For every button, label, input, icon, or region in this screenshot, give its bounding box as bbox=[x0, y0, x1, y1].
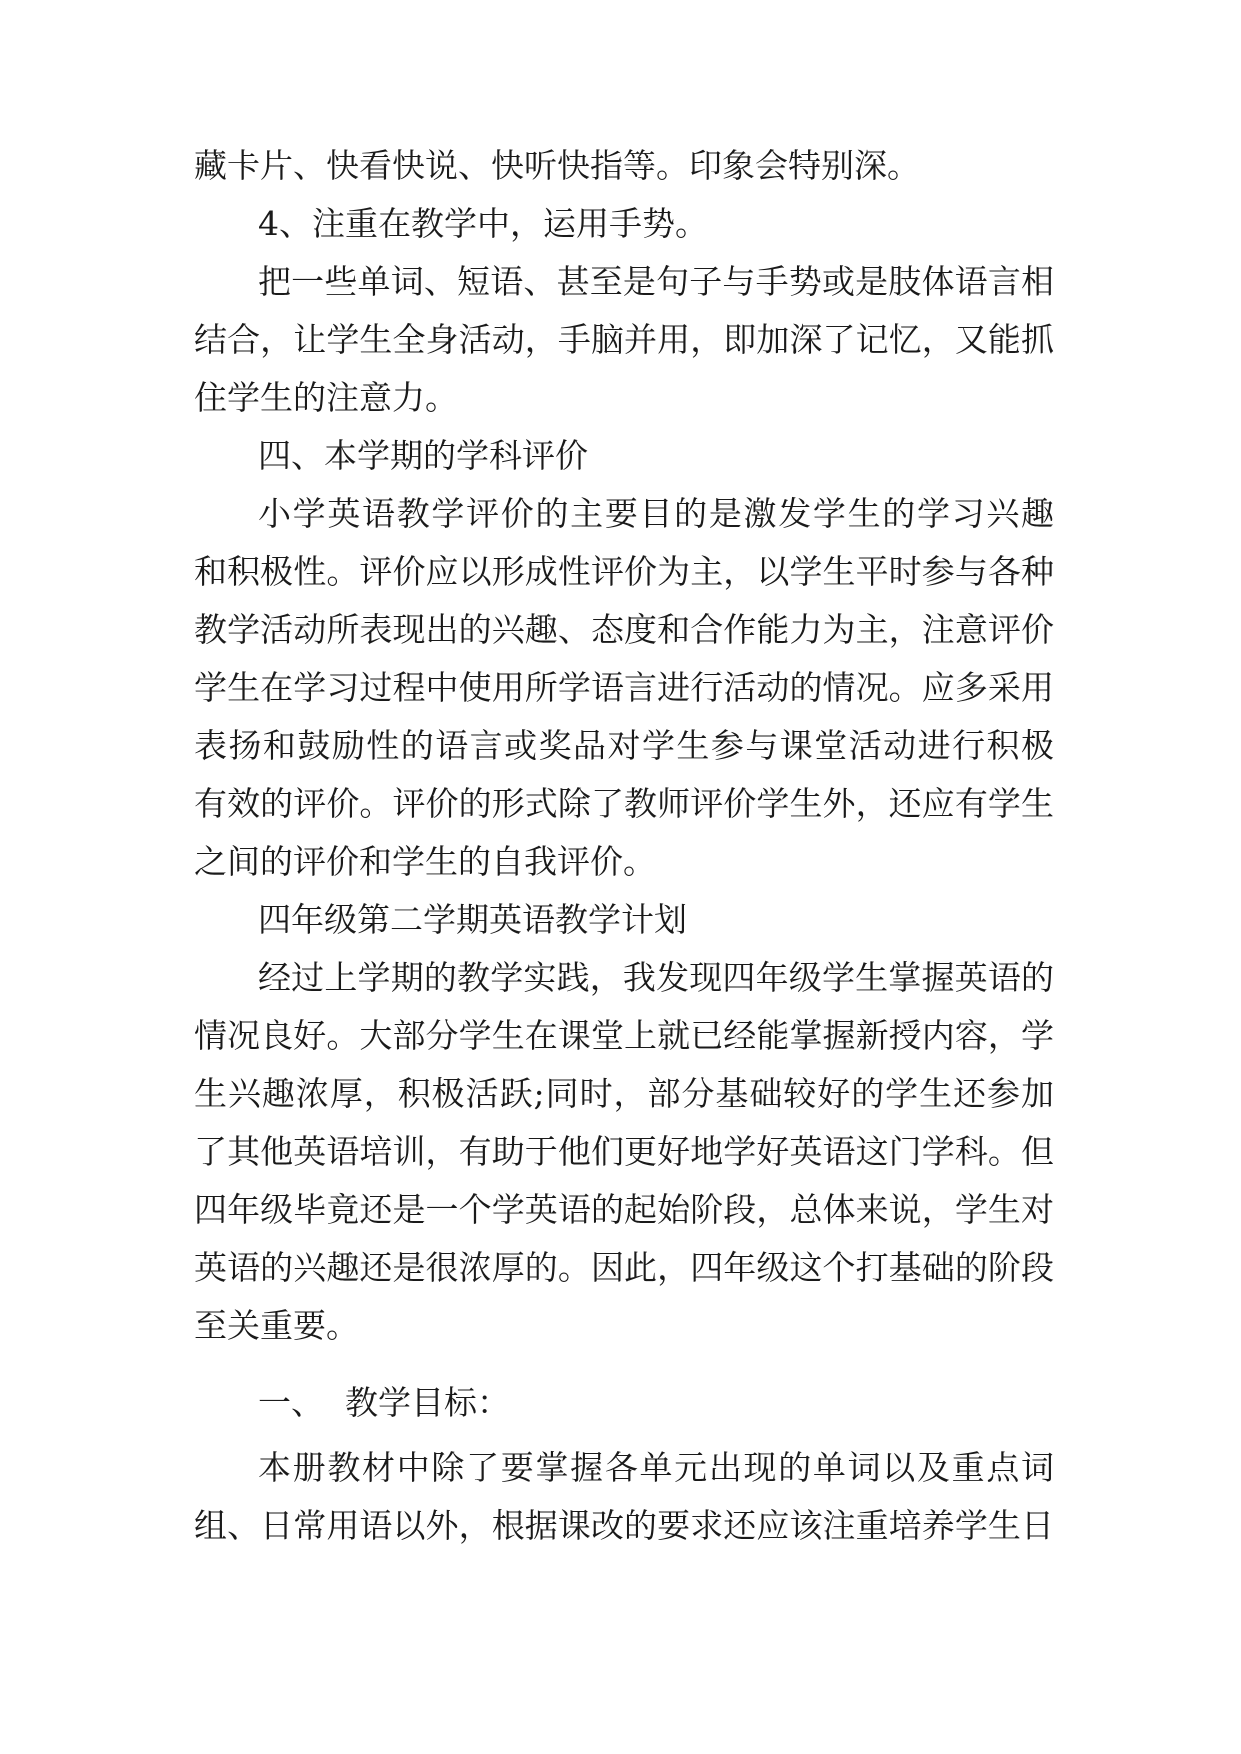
list-item-heading: 4、注重在教学中，运用手势。 bbox=[258, 204, 708, 243]
body-text-line: 经过上学期的教学实践，我发现四年级学生掌握英语的 bbox=[258, 958, 1054, 997]
body-text-line: 了其他英语培训，有助于他们更好地学好英语这门学科。但 bbox=[194, 1132, 1054, 1171]
body-text-line: 藏卡片、快看快说、快听快指等。印象会特别深。 bbox=[194, 146, 920, 185]
body-text-line: 小学英语教学评价的主要目的是激发学生的学习兴趣 bbox=[258, 494, 1054, 533]
body-text-line: 把一些单词、短语、甚至是句子与手势或是肢体语言相 bbox=[258, 262, 1054, 301]
body-text-line: 有效的评价。评价的形式除了教师评价学生外，还应有学生 bbox=[194, 784, 1054, 823]
body-text-line: 情况良好。大部分学生在课堂上就已经能掌握新授内容，学 bbox=[194, 1016, 1054, 1055]
section-heading: 四、本学期的学科评价 bbox=[258, 436, 588, 475]
body-text-line: 英语的兴趣还是很浓厚的。因此，四年级这个打基础的阶段 bbox=[194, 1248, 1054, 1287]
body-text-line: 住学生的注意力。 bbox=[194, 378, 458, 417]
body-text-line: 和积极性。评价应以形成性评价为主，以学生平时参与各种 bbox=[194, 552, 1054, 591]
body-text-line: 生兴趣浓厚，积极活跃;同时，部分基础较好的学生还参加 bbox=[194, 1074, 1054, 1113]
body-text-line: 至关重要。 bbox=[194, 1306, 359, 1345]
document-title: 四年级第二学期英语教学计划 bbox=[258, 900, 687, 939]
body-text-line: 本册教材中除了要掌握各单元出现的单词以及重点词 bbox=[258, 1448, 1054, 1487]
body-text-line: 学生在学习过程中使用所学语言进行活动的情况。应多采用 bbox=[194, 668, 1054, 707]
body-text-line: 之间的评价和学生的自我评价。 bbox=[194, 842, 656, 881]
section-heading: 一、 教学目标： bbox=[258, 1383, 510, 1422]
body-text-line: 教学活动所表现出的兴趣、态度和合作能力为主，注意评价 bbox=[194, 610, 1054, 649]
body-text-line: 表扬和鼓励性的语言或奖品对学生参与课堂活动进行积极 bbox=[194, 726, 1054, 765]
body-text-line: 四年级毕竟还是一个学英语的起始阶段，总体来说，学生对 bbox=[194, 1190, 1054, 1229]
body-text-line: 结合，让学生全身活动，手脑并用，即加深了记忆，又能抓 bbox=[194, 320, 1054, 359]
body-text-line: 组、日常用语以外，根据课改的要求还应该注重培养学生日 bbox=[194, 1506, 1054, 1545]
